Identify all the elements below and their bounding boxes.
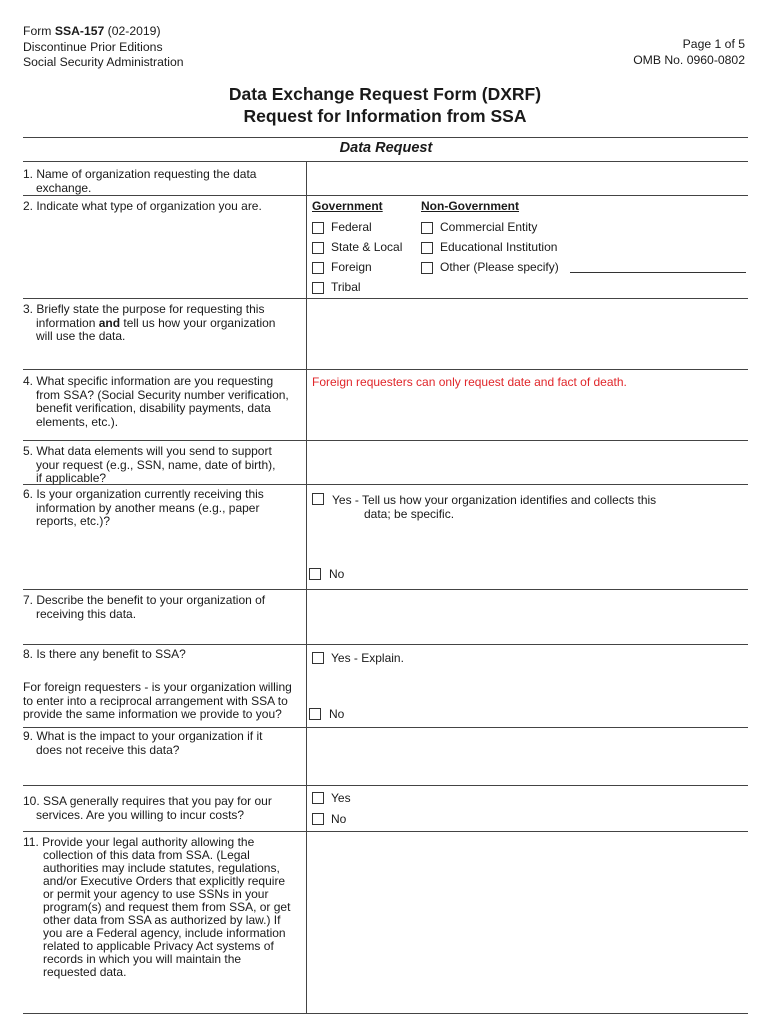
rule [23, 369, 748, 370]
educational-institution-label: Educational Institution [440, 240, 558, 254]
q6-no-label: No [329, 567, 345, 581]
question-8: 8. Is there any benefit to SSA? [23, 647, 186, 661]
q6-no-checkbox[interactable] [309, 568, 321, 580]
q5-answer-field[interactable] [307, 441, 748, 484]
foreign-requester-note: Foreign requesters can only request date and fact of death. [312, 375, 627, 389]
federal-label: Federal [331, 220, 372, 234]
tribal-checkbox[interactable] [312, 282, 324, 294]
other-specify-field[interactable] [570, 272, 746, 273]
q8-no-checkbox[interactable] [309, 708, 321, 720]
q8-no-label: No [329, 707, 345, 721]
question-10: 10. SSA generally requires that you pay for our services. Are you willing to incur costs? [23, 794, 272, 822]
question-3: 3. Briefly state the purpose for requesting this information and tell us how your organization will use the data. [23, 302, 276, 343]
other-checkbox[interactable] [421, 262, 433, 274]
rule [23, 1013, 748, 1014]
state-local-label: State & Local [331, 240, 403, 254]
q10-yes-checkbox[interactable] [312, 792, 324, 804]
foreign-label: Foreign [331, 260, 372, 274]
rule [23, 137, 748, 138]
form-id-line: Form SSA-157 (02-2019) [23, 24, 161, 38]
q10-no-checkbox[interactable] [312, 813, 324, 825]
q8-yes-label: Yes - Explain. [331, 651, 404, 665]
question-1: 1. Name of organization requesting the data exchange. [23, 167, 257, 195]
form-date: (02-2019) [104, 24, 161, 38]
rule [23, 195, 748, 196]
q7-answer-field[interactable] [307, 590, 748, 644]
government-heading: Government [312, 199, 383, 213]
q3-answer-field[interactable] [307, 299, 748, 369]
page-number: Page 1 of 5 [682, 37, 745, 51]
section-title: Data Request [339, 140, 433, 156]
form-title-line1: Data Exchange Request Form (DXRF) [228, 84, 542, 104]
omb-number: OMB No. 0960-0802 [633, 52, 745, 67]
q8-yes-checkbox[interactable] [312, 652, 324, 664]
form-title [0, 83, 770, 127]
agency-name: Social Security Administration [23, 55, 184, 69]
question-2: 2. Indicate what type of organization you are. [23, 199, 262, 213]
q9-answer-field[interactable] [307, 728, 748, 785]
non-government-heading: Non-Government [421, 199, 520, 213]
question-6: 6. Is your organization currently receiving this information by another means (e.g., paper reports, etc.)? [23, 487, 264, 528]
q6-yes-label: Yes - Tell us how your organization identifies and collects this [332, 493, 657, 507]
question-5: 5. What data elements will you send to support your request (e.g., SSN, name, date of birth), if applicable? [23, 444, 276, 485]
rule [23, 644, 748, 645]
foreign-checkbox[interactable] [312, 262, 324, 274]
question-9: 9. What is the impact to your organization if it does not receive this data? [23, 729, 263, 757]
educational-institution-checkbox[interactable] [421, 242, 433, 254]
other-label: Other (Please specify) [440, 260, 559, 274]
q6-explain-field[interactable] [330, 524, 748, 564]
form-header-right [633, 37, 745, 68]
federal-checkbox[interactable] [312, 222, 324, 234]
tribal-label: Tribal [331, 280, 361, 294]
form-title-line2: Request for Information from SSA [243, 106, 527, 126]
form-number: SSA-157 [54, 24, 105, 38]
rule [23, 785, 748, 786]
state-local-checkbox[interactable] [312, 242, 324, 254]
q10-no-label: No [331, 812, 347, 826]
q8-foreign-question: For foreign requesters - is your organization willing to enter into a reciprocal arrangement with SSA to provide the same information we provide to you? [23, 680, 292, 721]
question-4: 4. What specific information are you requesting from SSA? (Social Security number verification, benefit verification, disability payments, data elements, etc.). [23, 374, 289, 429]
q6-yes-label-cont: data; be specific. [364, 507, 455, 521]
discontinue-note: Discontinue Prior Editions [23, 39, 163, 54]
question-11: 11. Provide your legal authority allowing the collection of this data from SSA. (Legal authorities may include statutes, regulations, and/or Executive Orders that explicitly require or permit your agency to use SSNs in your program(s) and request them from SSA, or get other data from SSA as authorized by law.) If you are a Federal agency, include information related to applicable Privacy Act systems of records in which you will maintain the requested data. [23, 835, 291, 979]
form-header-left [23, 24, 184, 71]
q4-answer-field[interactable] [307, 392, 748, 440]
q10-yes-label: Yes [331, 791, 351, 805]
question-7: 7. Describe the benefit to your organization of receiving this data. [23, 593, 266, 621]
commercial-entity-label: Commercial Entity [440, 220, 538, 234]
q11-answer-field[interactable] [307, 832, 748, 1013]
q6-yes-checkbox[interactable] [312, 493, 324, 505]
q1-answer-field[interactable] [307, 162, 748, 195]
commercial-entity-checkbox[interactable] [421, 222, 433, 234]
